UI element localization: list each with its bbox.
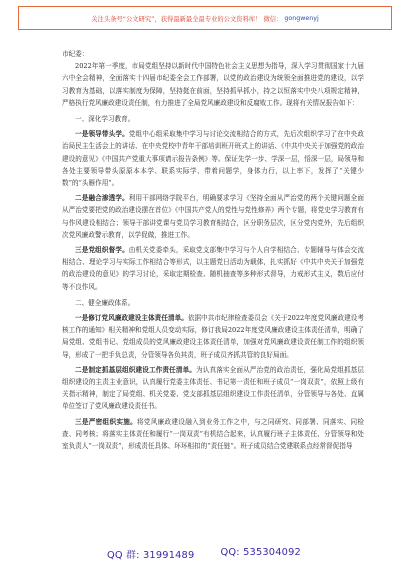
section-paragraph (62, 192, 364, 241)
banner-text: 关注头条号“公文研究”，获得最新最全最专业的公文资料库！ (91, 15, 262, 23)
paragraph-lead: 一是修订党风廉政建设主体责任清单。 (75, 314, 188, 323)
salutation: 市纪委： (62, 50, 89, 58)
banner-wechat-id: gongwenyj (284, 14, 319, 22)
paragraph-text: 为认真落实全面从严治党的政治责任，强化局党组抓基层组织建设的主责主业意识，认真履行党委主体责任、书记第一责任和班子成员“一岗双责”，依照上级有关指示精神，制定了局党组、机关党委、党支部抓基层组织建设工作责任清单，分管领导与各处、直属单位签订了党风廉政建设责任书。 (62, 365, 364, 411)
footer-contacts (0, 547, 408, 567)
paragraph-text: 将党风廉政建设融入到业务工作之中，与之同研究、同部署、同落实、同检查、同考核；将落实主体责任和履行“一岗双责”有机结合起来，认真履行班子主体责任、分管领导和处室负责人“一岗双责”，形成责任具体、环环相扣的“责任链”。班子成员结合党建联系点经常督促指导 (62, 417, 365, 451)
paragraph-lead: 二是融合渗透学。 (75, 194, 129, 203)
report-body (62, 48, 364, 452)
banner-wechat-label: 微信： (263, 15, 283, 23)
paragraph-lead: 三是党组织督学。 (75, 246, 129, 255)
paragraph-lead: 二是制定抓基层组织建设工作责任清单。 (75, 365, 197, 374)
section-paragraph (62, 416, 364, 453)
section-paragraph (62, 128, 364, 189)
section-paragraph (62, 244, 364, 293)
section-heading: 一、深化学习教育。 (75, 115, 135, 124)
section-heading: 二、健全廉政体系。 (75, 298, 135, 307)
paragraph-text: 依据中共市纪律检查委员会《关于2022年度党风廉政建设考核工作的通知》相关精神和党组人员变动实际，修订我局2022年度党风廉政建设主体责任清单，明确了局党组、党组书记、党组成员的党风廉政建设主体责任清单，加强对党风廉政建设责任制工作的组织领导，形成了一把手负总责，分管领导各负其责，班子成员齐抓共管的良好局面。 (62, 314, 365, 359)
promo-banner[interactable] (18, 6, 392, 30)
footer-qq-group[interactable]: QQ 群: 31991489 (107, 550, 195, 561)
paragraph-text: 利用干部网络学院平台，明确要求学习《坚持全面从严治党的两个关键问题全面从严治党要把党的政治建设摆在首位》《中国共产党人的党性与党性修养》两个专题，将党史学习教育有与作风建设相结合；领导干部讲党课与党员学习教育相结合，区分职务层次，区分党内党外，先后组织次党风廉政警示教育，以学促做，推进工作。 (62, 194, 365, 239)
paragraph-lead: 三是严密组织实施。 (75, 417, 137, 426)
footer-qq[interactable]: QQ: 535304092 (220, 547, 301, 558)
section-paragraph (62, 312, 364, 361)
paragraph-text: 党组中心组采取集中学习与讨论交流相结合的方式，先后次组织学习了在中央政治局民主生活会上的讲话、在中央党校中青年干部培训班开班式上的讲话、《中共中央关于加强党的政治建设的意见》《中国共产党重大事项请示报告条例》等。保证先学一步、学深一层，悟深一层，局领导和各处主要领导带头原原本本学、联系实际学、带着问题学，身体力行，以上率下，发挥了“关键少数”的“头雁作用”。 (62, 130, 365, 188)
paragraph-lead: 一是领导带头学。 (75, 130, 129, 139)
intro-paragraph: 2022年第一季度，市局党组坚持以新时代中国特色社会主义思想为指导，深入学习贯彻国家十九届六中全会精神，全面落实十四届市纪委全会工作部署，以党的政治建设为统领全面推进党的建设，以学习教育为基础，以落实制度为保障，坚持挺在前面，坚持抓早抓小，持之以恒落实中央八项规定精神，严格执行党风廉政建设责任制，有力推进了全局党风廉政建设和反腐败工作。现将有关情况报告如下： (62, 62, 364, 107)
paragraph-text: 由机关党委牵头，采取党支部集中学习与个人自学相结合、专题辅导与体会交流相结合、理论学习与实际工作相结合等形式，以主题党日活动为载体，扎实抓好《中共中央关于加强党的政治建设的意见》的学习讨论，采取定期检查、随机抽查等多种形式督导，力戒形式主义，数后应付等不良作风。 (62, 246, 365, 291)
section-paragraph (62, 364, 364, 413)
